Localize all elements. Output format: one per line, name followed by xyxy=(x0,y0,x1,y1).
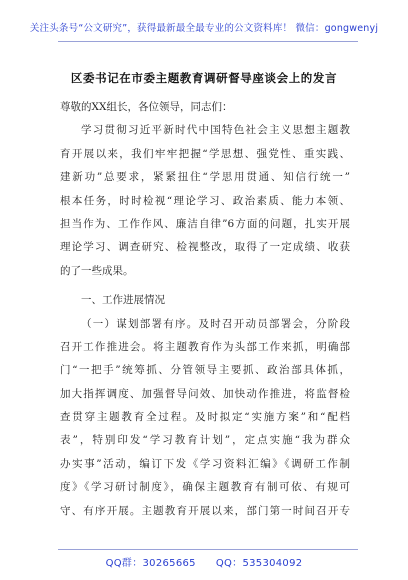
body-line: 查贯穿主题教育全过程。及时拟定“实施方案”和“配档 xyxy=(60,411,350,424)
intro-paragraph xyxy=(60,119,350,283)
body-line: 门“一把手”统筹抓、分管领导主要抓、政治部具体抓， xyxy=(60,364,350,377)
intro-line: 育开展以来，我们牢牢把握“学思想、强党性、重实践、 xyxy=(60,147,350,160)
document-body xyxy=(60,96,350,529)
intro-line: 学习贯彻习近平新时代中国特色社会主义思想主题教 xyxy=(81,124,350,137)
document-title: 区委书记在市委主题教育调研督导座谈会上的发言 xyxy=(70,71,338,85)
body-line: 加大指挥调度、加强督导问效、加快动作推进，将监督检 xyxy=(60,387,350,400)
footer-contact xyxy=(0,554,408,569)
intro-line: 根本任务，时时检视“理论学习、政治素质、能力本领、 xyxy=(60,194,350,207)
footer-qq: QQ：535304092 xyxy=(215,558,303,569)
footer-divider xyxy=(58,549,358,550)
body-line: 度》《学习研讨制度》，确保主题教育有制可依、有规可 xyxy=(60,481,350,494)
intro-line: 理论学习、调查研究、检视整改，取得了一定成绩、收获 xyxy=(60,241,350,254)
body-line: 表”，特别印发“学习教育计划”，定点实施“我为群众 xyxy=(60,434,350,447)
salutation: 尊敬的XX组长，各位领导，同志们： xyxy=(60,101,233,113)
body-line: 守、有序开展。主题教育开展以来，部门第一时间召开专 xyxy=(60,504,350,517)
body-line: （一）谋划部署有序。及时召开动员部署会，分阶段 xyxy=(81,317,350,330)
body-line: 召开工作推进会。将主题教育作为头部工作来抓，明确部 xyxy=(60,340,350,353)
intro-line: 建新功”总要求，紧紧扭住“学思用贯通、知信行统一” xyxy=(60,171,350,184)
section-heading: 一、工作进展情况 xyxy=(81,294,165,307)
intro-line: 的了一些成果。 xyxy=(60,264,134,277)
body-paragraph xyxy=(60,313,350,524)
header-divider xyxy=(58,41,358,42)
footer-qq-group: QQ群：30265665 xyxy=(105,558,196,569)
header-promo-note: 关注头条号“公文研究”，获得最新最全最专业的公文资料库！ 微信：gongwenyj xyxy=(29,23,379,34)
body-line: 办实事”活动，编订下发《学习资料汇编》《调研工作制 xyxy=(60,457,350,470)
intro-line: 担当作为、工作作风、廉洁自律”6方面的问题，扎实开展 xyxy=(60,217,350,230)
